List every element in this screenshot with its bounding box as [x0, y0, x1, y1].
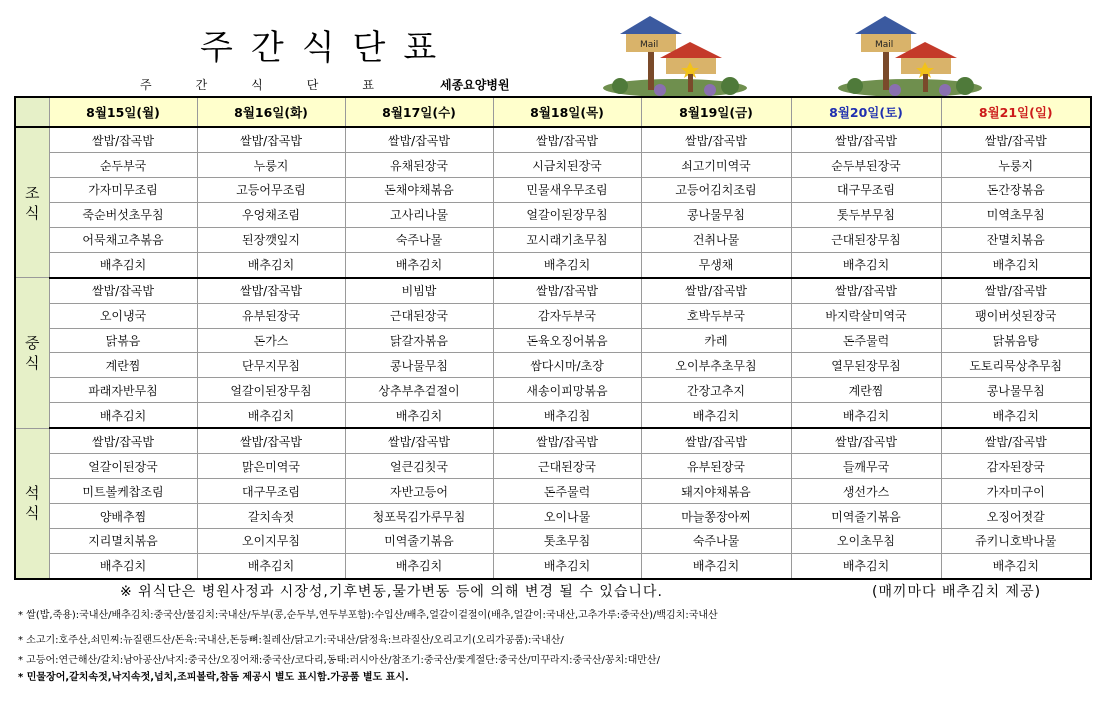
- menu-row: [15, 479, 1091, 504]
- menu-cell: 얼갈이된장국: [49, 454, 197, 479]
- kimchi-notice: (매끼마다 배추김치 제공): [872, 584, 1042, 600]
- menu-cell: 배추김치: [941, 553, 1091, 579]
- menu-cell: 가자미무조림: [49, 177, 197, 202]
- menu-cell: 꼬시래기초무침: [493, 227, 641, 252]
- menu-cell: 대구무조림: [791, 177, 941, 202]
- menu-cell: 얼갈이된장무침: [493, 202, 641, 227]
- menu-cell: 배추김침: [493, 403, 641, 429]
- day-header: 8월19일(금): [641, 97, 791, 127]
- menu-cell: 맑은미역국: [197, 454, 345, 479]
- menu-row: [15, 504, 1091, 529]
- menu-cell: 미역줄기볶음: [345, 528, 493, 553]
- menu-row: [15, 153, 1091, 178]
- origin-note: * 소고기:호주산,쇠민찌:뉴질랜드산/돈육:국내산,돈등뼈:칠레산/닭고기:국내산/닭정육:브라질산/오리고기(오리가공품):국내산/: [18, 635, 564, 646]
- menu-cell: 어묵채고추볶음: [49, 227, 197, 252]
- menu-cell: 배추김치: [493, 553, 641, 579]
- menu-cell: 쌀밥/잡곡밥: [49, 127, 197, 153]
- menu-cell: 팽이버섯된장국: [941, 303, 1091, 328]
- menu-cell: 돈주물럭: [493, 479, 641, 504]
- menu-cell: 오징어젓갈: [941, 504, 1091, 529]
- header-corner: [15, 97, 49, 127]
- menu-cell: 계란찜: [49, 353, 197, 378]
- menu-cell: 쌈다시마/초장: [493, 353, 641, 378]
- day-header-row: [15, 97, 1091, 127]
- menu-cell: 쌀밥/잡곡밥: [791, 278, 941, 304]
- menu-row: [15, 428, 1091, 454]
- menu-row: [15, 127, 1091, 153]
- menu-cell: 누룽지: [941, 153, 1091, 178]
- menu-row: [15, 353, 1091, 378]
- menu-cell: 쌀밥/잡곡밥: [493, 278, 641, 304]
- menu-cell: 시금치된장국: [493, 153, 641, 178]
- origin-note: * 고등어:연근해산/갈치:남아공산/낙지:중국산/오징어채:중국산/코다리,동태:러시아산/참조기:중국산/꽃게절단:중국산/미꾸라지:중국산/꽁치:대만산/: [18, 655, 660, 666]
- menu-cell: 민물새우무조림: [493, 177, 641, 202]
- menu-cell: 콩나물무침: [941, 378, 1091, 403]
- mailbox-house-icon: [600, 12, 750, 97]
- menu-cell: 쥬키니호박나물: [941, 528, 1091, 553]
- menu-row: [15, 252, 1091, 278]
- menu-cell: 호박두부국: [641, 303, 791, 328]
- menu-cell: 돈채야채볶음: [345, 177, 493, 202]
- menu-cell: 파래자반무침: [49, 378, 197, 403]
- menu-cell: 배추김치: [493, 252, 641, 278]
- day-header-saturday: 8월20일(토): [791, 97, 941, 127]
- menu-cell: 쌀밥/잡곡밥: [49, 278, 197, 304]
- menu-cell: 지리멸치볶음: [49, 528, 197, 553]
- menu-cell: 유부된장국: [197, 303, 345, 328]
- menu-row: [15, 303, 1091, 328]
- menu-cell: 배추김치: [49, 252, 197, 278]
- menu-cell: 배추김치: [345, 403, 493, 429]
- menu-cell: 쌀밥/잡곡밥: [345, 428, 493, 454]
- menu-cell: 고사리나물: [345, 202, 493, 227]
- menu-cell: 생선가스: [791, 479, 941, 504]
- menu-row: [15, 528, 1091, 553]
- menu-cell: 쌀밥/잡곡밥: [49, 428, 197, 454]
- menu-cell: 마늘쫑장아찌: [641, 504, 791, 529]
- menu-cell: 미역초무침: [941, 202, 1091, 227]
- menu-cell: 단무지무침: [197, 353, 345, 378]
- meal-label: 조 식: [15, 127, 49, 278]
- menu-cell: 쌀밥/잡곡밥: [197, 428, 345, 454]
- menu-cell: 대구무조림: [197, 479, 345, 504]
- menu-cell: 오이초무침: [791, 528, 941, 553]
- menu-row: [15, 328, 1091, 353]
- menu-cell: 얼큰김칫국: [345, 454, 493, 479]
- menu-cell: 배추김치: [641, 403, 791, 429]
- menu-cell: 쌀밥/잡곡밥: [791, 127, 941, 153]
- menu-cell: 쌀밥/잡곡밥: [493, 428, 641, 454]
- menu-row: [15, 227, 1091, 252]
- menu-cell: 양배추찜: [49, 504, 197, 529]
- menu-cell: 배추김치: [197, 553, 345, 579]
- meal-label: 석 식: [15, 428, 49, 579]
- menu-cell: 배추김치: [941, 403, 1091, 429]
- menu-cell: 돈육오징어볶음: [493, 328, 641, 353]
- menu-cell: 누룽지: [197, 153, 345, 178]
- menu-cell: 배추김치: [197, 403, 345, 429]
- origin-note: * 민물장어,갈치속젓,낙지속젓,넙치,조피볼락,참돔 제공시 별도 표시함.가공품 별도 표시.: [18, 672, 409, 683]
- menu-cell: 근대된장국: [345, 303, 493, 328]
- day-header: 8월16일(화): [197, 97, 345, 127]
- mailbox-house-icon: [835, 12, 985, 97]
- menu-cell: 쌀밥/잡곡밥: [641, 127, 791, 153]
- menu-cell: 들깨무국: [791, 454, 941, 479]
- menu-cell: 오이나물: [493, 504, 641, 529]
- menu-cell: 건취나물: [641, 227, 791, 252]
- menu-cell: 계란찜: [791, 378, 941, 403]
- weekly-menu-table: [14, 96, 1092, 580]
- menu-row: [15, 202, 1091, 227]
- day-header: 8월15일(월): [49, 97, 197, 127]
- menu-cell: 쌀밥/잡곡밥: [641, 278, 791, 304]
- menu-row: [15, 553, 1091, 579]
- menu-cell: 우엉채조림: [197, 202, 345, 227]
- menu-cell: 오이부추초무침: [641, 353, 791, 378]
- mail-label: Mail: [875, 40, 894, 50]
- menu-cell: 배추김치: [197, 252, 345, 278]
- menu-cell: 배추김치: [345, 553, 493, 579]
- menu-cell: 쌀밥/잡곡밥: [941, 428, 1091, 454]
- menu-cell: 톳초무침: [493, 528, 641, 553]
- menu-cell: 배추김치: [791, 252, 941, 278]
- menu-cell: 자반고등어: [345, 479, 493, 504]
- menu-cell: 닭볶음탕: [941, 328, 1091, 353]
- menu-cell: 도토리묵상추무침: [941, 353, 1091, 378]
- menu-cell: 돈주물럭: [791, 328, 941, 353]
- menu-cell: 쌀밥/잡곡밥: [941, 278, 1091, 304]
- menu-cell: 근대된장국: [493, 454, 641, 479]
- menu-cell: 무생채: [641, 252, 791, 278]
- menu-cell: 유부된장국: [641, 454, 791, 479]
- menu-cell: 톳두부무침: [791, 202, 941, 227]
- day-header-sunday: 8월21일(일): [941, 97, 1091, 127]
- menu-cell: 죽순버섯초무침: [49, 202, 197, 227]
- menu-cell: 감자된장국: [941, 454, 1091, 479]
- menu-cell: 비빔밥: [345, 278, 493, 304]
- menu-cell: 쇠고기미역국: [641, 153, 791, 178]
- menu-cell: 고등어무조림: [197, 177, 345, 202]
- menu-cell: 카레: [641, 328, 791, 353]
- menu-cell: 배추김치: [345, 252, 493, 278]
- menu-cell: 닭볶음: [49, 328, 197, 353]
- menu-cell: 배추김치: [641, 553, 791, 579]
- menu-cell: 배추김치: [49, 403, 197, 429]
- menu-cell: 숙주나물: [641, 528, 791, 553]
- menu-cell: 순두부된장국: [791, 153, 941, 178]
- menu-cell: 배추김치: [791, 403, 941, 429]
- menu-cell: 갈치속젓: [197, 504, 345, 529]
- menu-cell: 잔멸치볶음: [941, 227, 1091, 252]
- menu-cell: 감자두부국: [493, 303, 641, 328]
- menu-cell: 배추김치: [49, 553, 197, 579]
- menu-cell: 근대된장무침: [791, 227, 941, 252]
- change-notice: ※ 위식단은 병원사정과 시장성,기후변동,물가변동 등에 의해 변경 될 수 있습니다.: [120, 584, 663, 600]
- menu-row: [15, 378, 1091, 403]
- menu-cell: 숙주나물: [345, 227, 493, 252]
- menu-cell: 쌀밥/잡곡밥: [493, 127, 641, 153]
- page-subtitle: 주간식단표: [140, 78, 418, 92]
- menu-cell: 미트볼케찹조림: [49, 479, 197, 504]
- menu-cell: 열무된장무침: [791, 353, 941, 378]
- menu-cell: 쌀밥/잡곡밥: [197, 127, 345, 153]
- menu-cell: 쌀밥/잡곡밥: [791, 428, 941, 454]
- menu-cell: 쌀밥/잡곡밥: [941, 127, 1091, 153]
- menu-cell: 고등어김치조림: [641, 177, 791, 202]
- page-title: 주간식단표: [200, 28, 455, 68]
- menu-cell: 된장깻잎지: [197, 227, 345, 252]
- menu-cell: 유채된장국: [345, 153, 493, 178]
- menu-row: [15, 278, 1091, 304]
- mail-label: Mail: [640, 40, 659, 50]
- day-header: 8월18일(목): [493, 97, 641, 127]
- menu-cell: 미역줄기볶음: [791, 504, 941, 529]
- menu-cell: 청포묵김가루무침: [345, 504, 493, 529]
- meal-label: 중 식: [15, 278, 49, 429]
- menu-row: [15, 177, 1091, 202]
- menu-cell: 바지락살미역국: [791, 303, 941, 328]
- menu-cell: 배추김치: [941, 252, 1091, 278]
- menu-cell: 새송이피망볶음: [493, 378, 641, 403]
- menu-cell: 콩나물무침: [641, 202, 791, 227]
- menu-cell: 얼갈이된장무침: [197, 378, 345, 403]
- menu-cell: 콩나물무침: [345, 353, 493, 378]
- menu-cell: 가자미구이: [941, 479, 1091, 504]
- menu-cell: 돈간장볶음: [941, 177, 1091, 202]
- menu-row: [15, 403, 1091, 429]
- menu-cell: 닭갈자볶음: [345, 328, 493, 353]
- menu-cell: 배추김치: [791, 553, 941, 579]
- menu-cell: 순두부국: [49, 153, 197, 178]
- menu-cell: 오이냉국: [49, 303, 197, 328]
- menu-row: [15, 454, 1091, 479]
- menu-cell: 쌀밥/잡곡밥: [345, 127, 493, 153]
- menu-cell: 오이지무침: [197, 528, 345, 553]
- menu-cell: 돈가스: [197, 328, 345, 353]
- hospital-name: 세종요양병원: [440, 78, 510, 92]
- menu-cell: 상추부추겉절이: [345, 378, 493, 403]
- menu-cell: 간장고추지: [641, 378, 791, 403]
- day-header: 8월17일(수): [345, 97, 493, 127]
- origin-note: * 쌀(밥,죽용):국내산/배추김치:중국산/물김치:국내산/두부(콩,순두부,연두부포함):수입산/배추,얼갈이겉절이(배추,얼갈이:국내산,고추가루:중국산)/백김치:국내산: [18, 610, 718, 621]
- menu-cell: 쌀밥/잡곡밥: [197, 278, 345, 304]
- menu-cell: 쌀밥/잡곡밥: [641, 428, 791, 454]
- menu-cell: 돼지야채볶음: [641, 479, 791, 504]
